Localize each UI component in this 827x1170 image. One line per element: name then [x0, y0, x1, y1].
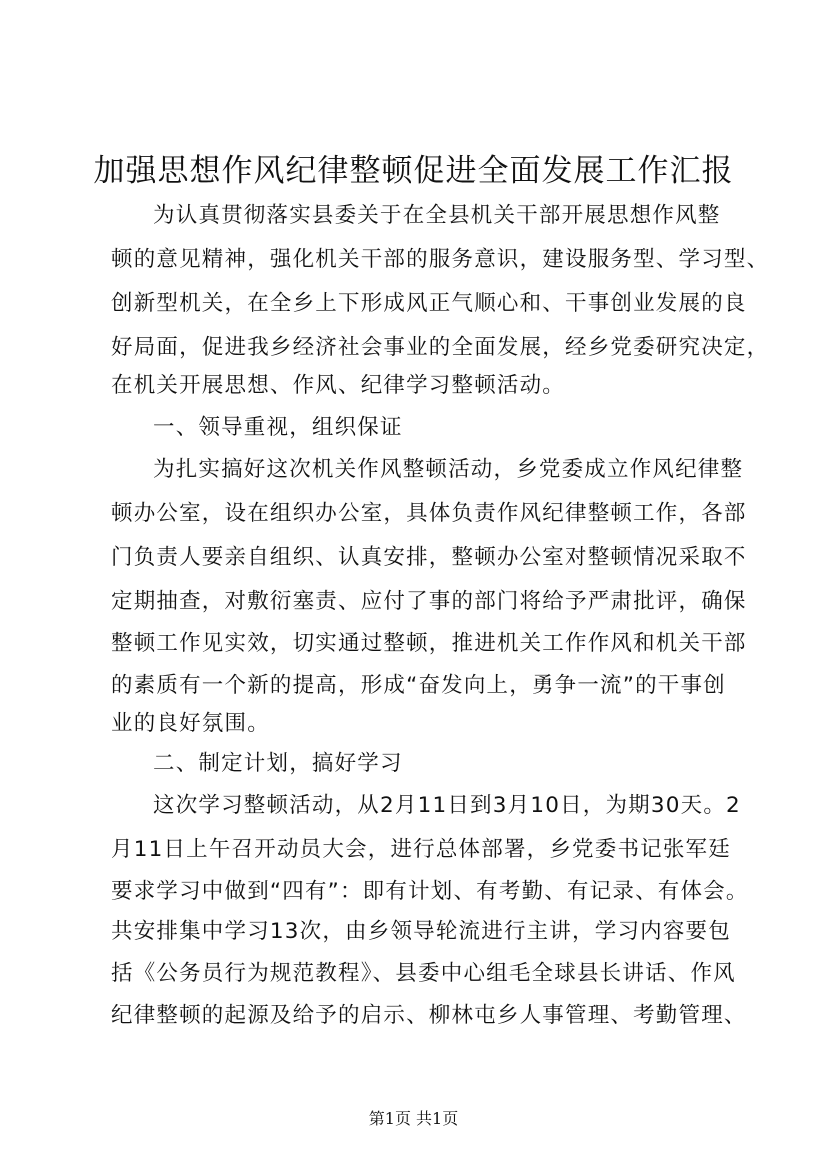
paragraph-line: 好局面，促进我乡经济社会事业的全面发展，经乡党委研究决定，: [111, 335, 770, 360]
paragraph-line: 顿的意见精神，强化机关干部的服务意识，建设服务型、学习型、: [111, 247, 770, 272]
paragraph-line: 顿办公室，设在组织办公室，具体负责作风纪律整顿工作，各部: [111, 501, 747, 526]
paragraph-line: 为扎实搞好这次机关作风整顿活动，乡党委成立作风纪律整: [153, 457, 744, 482]
document-title: 加强思想作风纪律整顿促进全面发展工作汇报: [93, 153, 734, 189]
paragraph-line: 门负责人要亲自组织、认真安排，整顿办公室对整顿情况采取不: [111, 545, 747, 570]
section-heading: 一、领导重视，组织保证: [153, 415, 403, 440]
paragraph-line: 整顿工作见实效，切实通过整顿，推进机关工作作风和机关干部: [111, 631, 747, 656]
paragraph-line: 纪律整顿的起源及给予的启示、柳林屯乡人事管理、考勤管理、: [111, 1003, 747, 1028]
paragraph-line: 定期抽查，对敷衍塞责、应付了事的部门将给予严肃批评，确保: [111, 589, 747, 614]
page-number: 第1页 共1页: [368, 1109, 459, 1128]
paragraph-line: 业的良好氛围。: [111, 711, 270, 736]
section-heading: 二、制定计划，搞好学习: [153, 751, 403, 776]
paragraph-line: 为认真贯彻落实县委关于在全县机关干部开展思想作风整: [153, 203, 721, 228]
paragraph-line: 这次学习整顿活动，从2月11日到3月10日，为期30天。2: [153, 793, 741, 818]
paragraph-line: 在机关开展思想、作风、纪律学习整顿活动。: [111, 373, 566, 398]
paragraph-line: 括《公务员行为规范教程》、县委中心组毛全球县长讲话、作风: [111, 961, 736, 986]
paragraph-line: 的素质有一个新的提高，形成“奋发向上，勇争一流”的干事创: [111, 673, 726, 698]
paragraph-line: 共安排集中学习13次，由乡领导轮流进行主讲，学习内容要包: [111, 919, 731, 944]
paragraph-line: 要求学习中做到“四有”：即有计划、有考勤、有记录、有体会。: [111, 879, 749, 904]
paragraph-line: 月11日上午召开动员大会，进行总体部署，乡党委书记张军廷: [111, 837, 731, 862]
paragraph-line: 创新型机关，在全乡上下形成风正气顺心和、干事创业发展的良: [111, 291, 747, 316]
